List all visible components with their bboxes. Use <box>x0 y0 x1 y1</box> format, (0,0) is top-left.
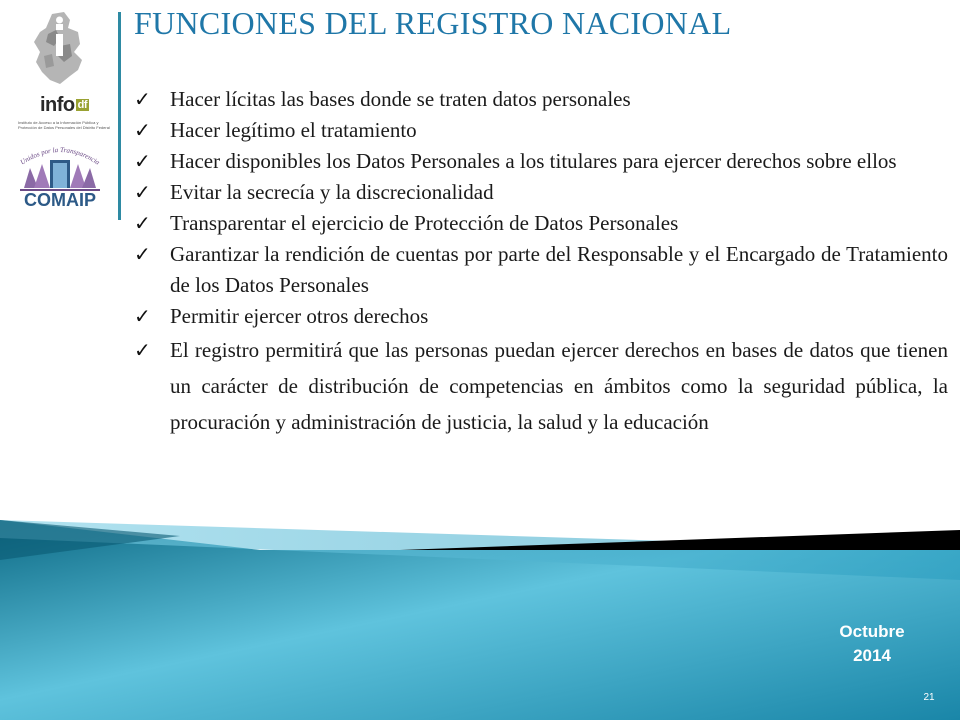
bullet-item: ✓ Hacer disponibles los Datos Personales a los titulares para ejercer derechos sobre ellos <box>134 146 948 177</box>
bullet-item: ✓ Permitir ejercer otros derechos <box>134 301 948 332</box>
bullet-item: ✓ Evitar la secrecía y la discrecionalidad <box>134 177 948 208</box>
comaip-emblem <box>10 138 110 194</box>
comaip-motto: Unidos por la Transparencia <box>18 145 102 167</box>
bullet-list <box>134 84 948 440</box>
checkmark-icon: ✓ <box>134 338 151 362</box>
slide-title: FUNCIONES DEL REGISTRO NACIONAL <box>134 5 732 41</box>
bullet-item: ✓ El registro permitirá que las personas puedan ejercer derechos en bases de datos que tienen un carácter de distribución de competencias en ámbitos como la seguridad pública, la procuración y administración de justicia, la salud y la educación <box>134 332 948 440</box>
checkmark-icon: ✓ <box>134 87 151 111</box>
infodf-map-emblem <box>30 10 90 90</box>
checkmark-icon: ✓ <box>134 180 151 204</box>
footer-date <box>800 620 944 668</box>
checkmark-icon: ✓ <box>134 118 151 142</box>
footer-month: Octubre <box>839 622 905 641</box>
checkmark-icon: ✓ <box>134 211 151 235</box>
infodf-caption: Instituto de Acceso a la Información Pública y Protección de Datos Personales del Distrito Federal <box>18 120 110 130</box>
checkmark-icon: ✓ <box>134 149 151 173</box>
comaip-logo <box>10 138 110 220</box>
bullet-item: ✓ Hacer lícitas las bases donde se traten datos personales <box>134 84 948 115</box>
accent-divider-line <box>118 12 121 220</box>
footer-year: 2014 <box>853 646 891 665</box>
bullet-item: ✓ Hacer legítimo el tratamiento <box>134 115 948 146</box>
checkmark-icon: ✓ <box>134 242 151 266</box>
page-number: 21 <box>923 692 935 703</box>
infodf-logo <box>10 10 110 128</box>
checkmark-icon: ✓ <box>134 304 151 328</box>
infodf-wordmark: info df <box>40 94 88 116</box>
bullet-item: ✓ Garantizar la rendición de cuentas por parte del Responsable y el Encargado de Tratamiento de los Datos Personales <box>134 239 948 301</box>
comaip-wordmark: COMAIP <box>24 190 96 210</box>
bullet-item: ✓ Transparentar el ejercicio de Protección de Datos Personales <box>134 208 948 239</box>
